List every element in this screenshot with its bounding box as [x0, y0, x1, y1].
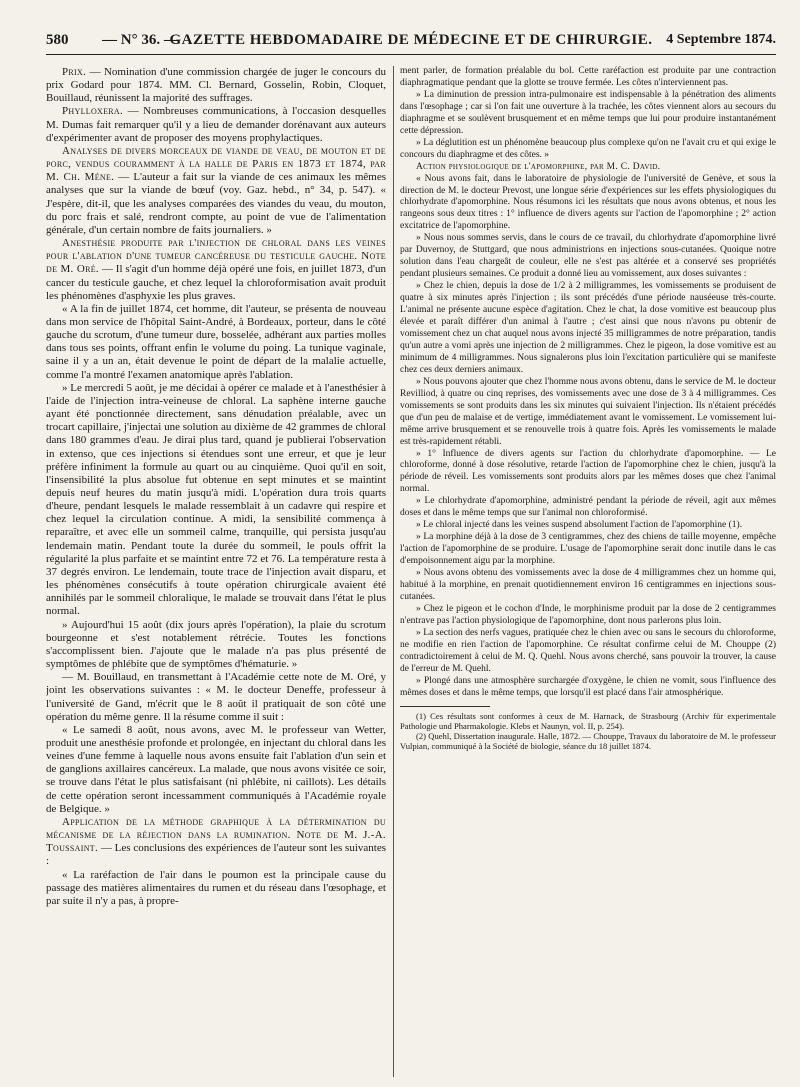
paragraph: « Nous avons fait, dans le laboratoire de physiologie de l'université de Genève, et sous la direction de M. le docteur Prevost, une longue série d'expériences sur les effets physiologiques du chlorhydrate d'apomorphine. Nous résumons ici les résultats que nous avons obtenus, et nous les rangeons sous deux titres : 1° influence de divers agents sur l'action de l'apomorphine ; 2° action excitatrice de l'apomorphine.	[400, 173, 776, 232]
page-header	[46, 30, 776, 55]
paragraph-phylloxera	[46, 105, 386, 144]
paragraph-rumination	[46, 816, 386, 869]
paragraph-anesthesie	[46, 237, 386, 303]
paragraph: » La diminution de pression intra-pulmonaire est indispensable à la pénétration des aliments dans l'œsophage ; car si l'on fait une ouverture à la trachée, les côtes viennent alors au secours du diaphragme et se soulèvent brusquement et en même temps que lui pour produire instantanément cette dépression.	[400, 89, 776, 136]
paragraph: » Plongé dans une atmosphère surchargée d'oxygène, le chien ne vomit, sous l'influence des mêmes doses et dans le même temps, que lorsqu'il est placé dans l'air atmosphérique.	[400, 675, 776, 698]
section-text: — Nombreuses communications, à l'occasion desquelles M. Dumas fait remarquer qu'il y a lieu de demander dorénavant aux auteurs d'expérimenter avant de proposer des moyens prophylactiques.	[46, 105, 386, 144]
paragraph: » Le chlorhydrate d'apomorphine, administré pendant la période de réveil, agit aux mêmes doses et dans le même temps que sur l'animal non chloroformisé.	[400, 496, 776, 519]
paragraph: « Le samedi 8 août, nous avons, avec M. le professeur van Wetter, produit une anesthésie profonde et prolongée, en injectant du chloral dans les veines d'une femme à laquelle nous avons ensuite fait l'ablation d'un sein et de ganglions axillaires cancéreux. La malade, que nous avons visitée ce soir, se trouve dans l'état le plus satisfaisant (ni phlébite, ni caillots). Les détails de cette opération seront incessamment communiqués à l'Académie royale de Belgique. »	[46, 723, 386, 815]
paragraph: » Chez le pigeon et le cochon d'Inde, le morphinisme produit par la dose de 2 centigrammes n'entrave pas l'action physiologique de l'apomorphine, dont nous parlerons plus loin.	[400, 603, 776, 626]
right-column	[400, 66, 776, 1079]
section-head: Phylloxera.	[62, 105, 124, 118]
section-head: Analyses de divers morceaux de viande de veau, de mouton et de porc, vendus couramment à la halle de Paris en 1873 et 1874, par M. Ch. Méne.	[46, 144, 386, 184]
section-head: Application de la méthode graphique à la détermination du mécanisme de la réjection dans la rumination. Note de M. J.-A. Toussaint.	[46, 815, 386, 855]
paragraph: » Nous avons obtenu des vomissements avec la dose de 4 milligrammes chez un homme qui, habitué à la morphine, en prenait quotidiennement environ 16 centigrammes en injections sous-cutanées.	[400, 568, 776, 602]
paragraph: » Nous nous sommes servis, dans le cours de ce travail, du chlorhydrate d'apomorphine livré par Duvernoy, de Stuttgard, que nous administrions en injections sous-cutanées. Quoique notre solution dans l'eau chargeât de couleur, elle ne s'est pas altérée et a conservé ses propriétés pendant plusieurs semaines. Ce produit a donné lieu au vomissement, aux doses suivantes :	[400, 233, 776, 280]
page-number: 580	[46, 32, 69, 48]
paragraph-analyses	[46, 145, 386, 237]
footnote-2: (2) Quehl, Dissertation inaugurale. Halle, 1872. — Chouppe, Travaux du laboratoire de M. le professeur Vulpian, communiqué à la Société de biologie, séance du 18 juillet 1874.	[400, 730, 776, 752]
section-head: Anesthésie produite par l'injection de chloral dans les veines pour l'ablation d'une tumeur cancéreuse du testicule gauche. Note de M. Oré.	[46, 237, 386, 276]
section-text: — Les conclusions des expériences de l'auteur sont les suivantes :	[46, 842, 386, 868]
section-text: — Nomination d'une commission chargée de juger le concours du prix Godard pour 1874. MM. Cl. Bernard, Gosselin, Robin, Cloquet, Bouillaud, réunissent la majorité des suffrages.	[46, 66, 386, 105]
issue-date: 4 Septembre 1874.	[666, 32, 776, 47]
paragraph: » Nous pouvons ajouter que chez l'homme nous avons obtenu, dans le service de M. le docteur Revilliod, à quatre ou cinq reprises, des vomissements avec une dose de 3 à 4 milligrammes. Ces vomissements se sont produits dans les six minutes qui suivaient l'injection. Ils n'étaient précédés que d'un peu de malaise et de vertige, immédiatement avant le vomissement. Le vomissement lui-même arrive brusquement et se renouvelle trois à quatre fois. Après les vomissements le malade est très-rapidement rétabli.	[400, 376, 776, 447]
paragraph: » Aujourd'hui 15 août (dix jours après l'opération), la plaie du scrotum bourgeonne et s'est notablement rétrécie. Toutes les fonctions s'accomplissent bien. J'ajoute que le malade n'a pas plus présenté de symptômes de phlébite que de symptômes d'hématurie. »	[46, 618, 386, 671]
section-head-apomorphine: Action physiologique de l'apomorphine, par M. C. David.	[416, 161, 661, 172]
paragraph: « A la fin de juillet 1874, cet homme, dit l'auteur, se présenta de nouveau dans mon service de l'hôpital Saint-André, à Bordeaux, porteur, dans le côté gauche du scrotum, d'une tumeur dure, bosselée, adhérant aux parties molles dans tous ses points, offrant enfin le volume du poing. La tunique vaginale, saine il y a un an, était devenue le point de départ de la malalie actuelle, comme l'a montré l'examen anatomique après l'ablation.	[46, 302, 386, 381]
footnote-1: (1) Ces résultats sont conformes à ceux de M. Harnack, de Strasbourg (Archiv für experimentale Pathologie und Pharmakologie. Klebs et Naunyn, vol. II, p. 254).	[400, 710, 776, 731]
paragraph-prix	[46, 66, 386, 105]
section-head: Prix.	[62, 66, 87, 78]
paragraph: ment parler, de formation préalable du bol. Cette raréfaction est produite par une contraction diaphragmatique pendant que la glotte se trouve fermée. Les côtes n'interviennent pas.	[400, 66, 776, 88]
left-column	[46, 66, 386, 1079]
paragraph: » Le mercredi 5 août, je me décidai à opérer ce malade et à l'anesthésier à l'aide de l'injection intra-veineuse de chloral. La saphène interne gauche ayant été ponctionnée directement, sans dénudation préalable, avec un trocart capillaire, j'injectai une solution au dixième de 42 grammes de chloral dans 180 grammes d'eau. Je dirai plus tard, quand je publierai l'observation in extenso, que ces injections si étendues sont une erreur, et que je leur préfère infiniment la formule au quart ou au cinquième. Quoi qu'il en soit, l'insensibilité la plus absolue fut obtenue en sept minutes et se maintint depuis neuf heures du matin jusqu'à midi. L'opération dura trois quarts d'heure, pendant lesquels le malade ressemblait à un cadavre qui respire et chez lequel la circulation continue. A midi, la sensibilité commença à reparaître, et avec elle un sommeil calme, tranquille, qui persista jusqu'au lendemain matin. Pendant toute la durée du sommeil, le pouls offrit la régularité la plus parfaite et se maintint entre 72 et 76. La température resta à 37 degrés environ. Le lendemain, toute trace de l'injection avait disparu, et les phénomènes consécutifs à toute opération chirurgicale avaient été annihilés par le sommeil chloralique, le malade se trouvait dans l'état le plus normal.	[46, 381, 386, 618]
paragraph: » La morphine déjà à la dose de 3 centigrammes, chez des chiens de taille moyenne, empêche l'action de l'apomorphine de se produire. L'usage de l'apomorphine serait donc inutile dans le cas d'empoisonnement aigu par la morphine.	[400, 532, 776, 567]
issue-number: — N° 36. —	[102, 32, 179, 48]
paragraph: » Le chloral injecté dans les veines suspend absolument l'action de l'apomorphine (1).	[416, 520, 743, 531]
paragraph: » La déglutition est un phénomène beaucoup plus complexe qu'on ne l'avait cru et qui exige le concours du diaphragme et des côtes. »	[400, 137, 776, 160]
footnote-rule	[400, 706, 490, 707]
paragraph: » Chez le chien, depuis la dose de 1/2 à 2 milligrammes, les vomissements se produisent de quatre à six minutes après l'injection ; ils sont précédés d'une période nauséeuse très-courte. L'animal ne présente aucune espèce d'agitation. Chez le chat, la dose vomitive est beaucoup plus élevée et paraît différer d'un animal à l'autre ; c'est ainsi que nous n'avons pu obtenir de vomissement chez un chat auquel nous avons injecté 35 milligrammes de notre préparation, tandis qu'un autre a vomi après une injection de 2 milligrammes. Chez le pigeon, la dose vomitive est au minimum de 4 milligrammes. Nous signalerons plus loin l'excitation particulière qui se manifeste chez ces deux derniers animaux.	[400, 281, 776, 375]
journal-title: GAZETTE HEBDOMADAIRE DE MÉDECINE ET DE CHIRURGIE.	[169, 32, 653, 48]
paragraph: « La raréfaction de l'air dans le poumon est la principale cause du passage des matières alimentaires du rumen et du réseau dans l'œsophage, et par suite il n'y a pas, à propre-	[46, 868, 386, 907]
paragraph: — M. Bouillaud, en transmettant à l'Académie cette note de M. Oré, y joint les observations suivantes : « M. le docteur Deneffe, professeur à l'université de Gand, m'écrit que le 8 août il pratiquait de son côté une opération du même genre. Il la résume comme il suit :	[46, 671, 386, 723]
section-text: — Il s'agit d'un homme déjà opéré une fois, en juillet 1873, d'un cancer du testicule gauche, et chez lequel la chloroformisation avait produit les phénomènes d'asphyxie les plus graves.	[46, 263, 386, 302]
column-divider	[393, 66, 394, 1077]
section-text: — L'auteur a fait sur la viande de ces animaux les mêmes analyses que sur la viande de bœuf (voy. Gaz. hebd., n° 34, p. 547). « J'espère, dit-il, que les analyses comparées des viandes du veau, du mouton, du porc frais et salé, rendront compte, au point de vue de l'alimentation générale, d'un certain nombre de faits journaliers. »	[46, 171, 386, 236]
paragraph: » La section des nerfs vagues, pratiquée chez le chien avec ou sans le secours du chloroforme, ne modifie en rien l'action de l'apomorphine. Ce résultat confirme celui de M. Chouppe (2) contradictoirement à celui de M. Q. Quehl. Nous avons cherché, sans pouvoir la trouver, la cause de l'erreur de M. Quehl.	[400, 627, 776, 674]
paragraph: » 1° Influence de divers agents sur l'action du chlorhydrate d'apomorphine. — Le chloroforme, donné à dose résolutive, retarde l'action de l'apomorphine chez le chien, jusqu'à la période de réveil. Les vomissements sont produits alors par les mêmes doses que chez l'animal normal.	[400, 448, 776, 495]
